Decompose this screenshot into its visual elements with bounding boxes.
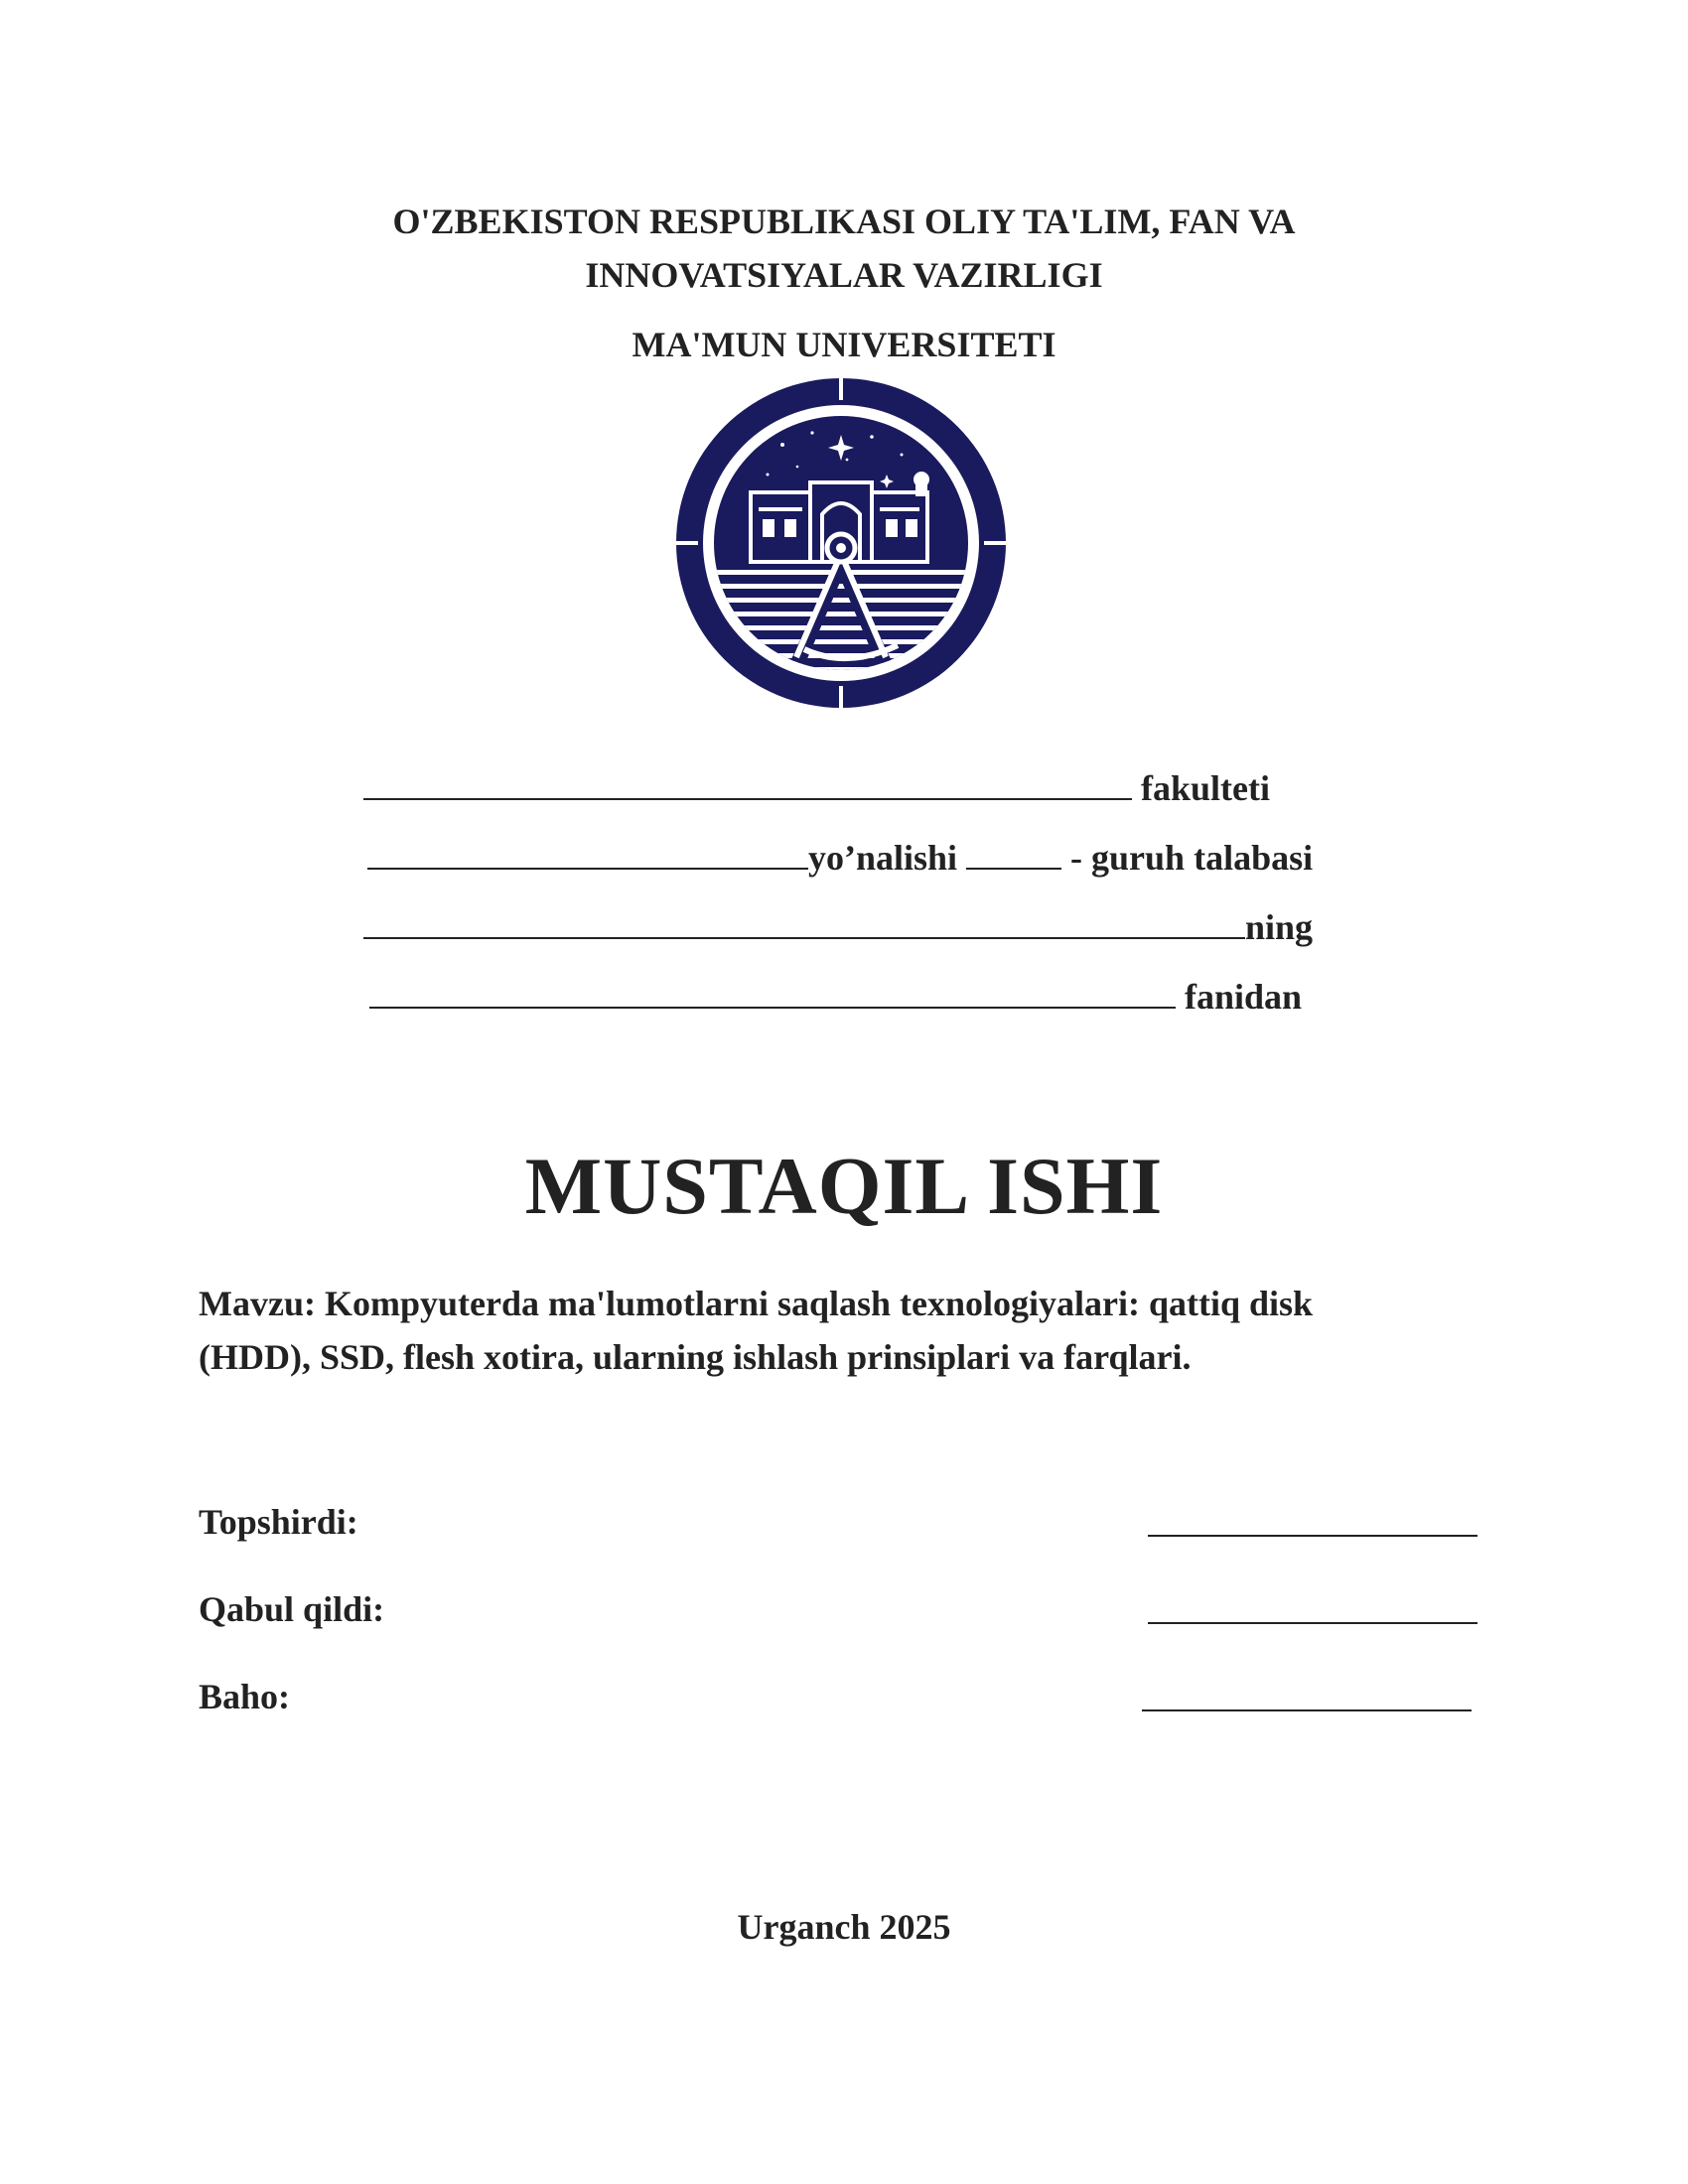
university-emblem-icon [673,375,1009,711]
topic [199,1277,1489,1384]
direction-line [367,834,1313,879]
document-title: MUSTAQIL ISHI [524,1141,1164,1231]
grade-line[interactable] [1142,1709,1472,1711]
topic-line-1: Mavzu: Kompyuterda ma'lumotlarni saqlash texnologiyalari: qattiq disk [199,1284,1314,1323]
group-blank[interactable] [966,834,1061,870]
faculty-line [363,764,1270,809]
topic-line-2: (HDD), SSD, flesh xotira, ularning ishlash prinsiplari va farqlari. [199,1337,1192,1377]
student-name-label: ning [1245,907,1314,947]
faculty-label: fakulteti [1141,768,1270,808]
direction-blank[interactable] [367,834,808,870]
submitted-signature-line[interactable] [1148,1535,1477,1537]
university-name: MA'MUN UNIVERSITETI [632,325,1056,364]
subject-blank[interactable] [369,973,1176,1009]
faculty-blank[interactable] [363,764,1132,800]
submitted-label: Topshirdi: [199,1502,358,1542]
student-name-line [363,903,1313,948]
subject-line [369,973,1302,1018]
accepted-label: Qabul qildi: [199,1589,385,1629]
student-name-blank[interactable] [363,903,1245,939]
city-year: Urganch 2025 [737,1907,951,1947]
grade-label: Baho: [199,1677,291,1716]
ministry-line-2: INNOVATSIYALAR VAZIRLIGI [585,255,1103,295]
group-label: - guruh talabasi [1070,838,1314,878]
ministry-header [0,195,1688,302]
ministry-line-1: O'ZBEKISTON RESPUBLIKASI OLIY TA'LIM, FAN VA [392,202,1296,241]
subject-label: fanidan [1185,977,1303,1017]
direction-label: yo’nalishi [808,838,958,878]
accepted-signature-line[interactable] [1148,1622,1477,1624]
